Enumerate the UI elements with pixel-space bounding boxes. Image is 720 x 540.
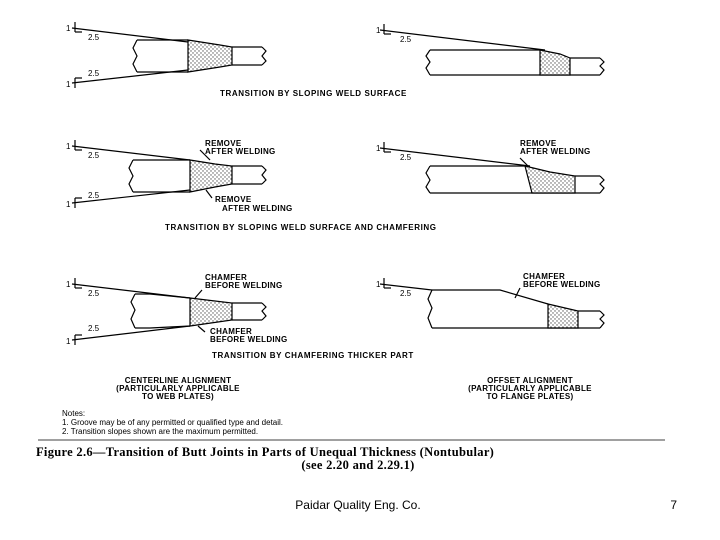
row2-right-callout-top-line1: REMOVE: [520, 139, 557, 148]
row2-left-slope-bottom: 2.5: [88, 191, 100, 200]
offset-alignment-line3: TO FLANGE PLATES): [486, 392, 574, 401]
page-number: 7: [670, 498, 677, 512]
row3-left-callout-top-line2: BEFORE WELDING: [205, 281, 283, 290]
row1-left-slope-top: 2.5: [88, 33, 100, 42]
row2-left-ratio-top: 1: [66, 142, 71, 151]
row3-left-callout-bottom-line1: CHAMFER: [210, 327, 253, 336]
row1-left-ratio-top: 1: [66, 24, 71, 33]
row1-left-joint: [72, 22, 266, 88]
row1-title: TRANSITION BY SLOPING WELD SURFACE: [220, 89, 407, 98]
centerline-alignment-line2: (PARTICULARLY APPLICABLE: [116, 384, 240, 393]
row1-right-slope-top: 2.5: [400, 35, 412, 44]
row2-left-ratio-bottom: 1: [66, 200, 71, 209]
figure-caption-line1: Figure 2.6—Transition of Butt Joints in Parts of Unequal Thickness (Nontubular): [36, 445, 495, 459]
note-2: 2. Transition slopes shown are the maximum permitted.: [62, 427, 259, 436]
row3-right-callout-top-line1: CHAMFER: [523, 272, 566, 281]
row3-title: TRANSITION BY CHAMFERING THICKER PART: [212, 351, 414, 360]
row3-right-ratio-top: 1: [376, 280, 381, 289]
row3-left-ratio-top: 1: [66, 280, 71, 289]
row1-left-ratio-bottom: 1: [66, 80, 71, 89]
centerline-alignment-line3: TO WEB PLATES): [142, 392, 214, 401]
row2-left-slope-top: 2.5: [88, 151, 100, 160]
row2-left-callout-bottom-line1: REMOVE: [215, 195, 252, 204]
row3-left-ratio-bottom: 1: [66, 337, 71, 346]
offset-alignment-line2: (PARTICULARLY APPLICABLE: [468, 384, 592, 393]
row3-right-callout-top-line2: BEFORE WELDING: [523, 280, 601, 289]
note-1: 1. Groove may be of any permitted or qualified type and detail.: [62, 418, 284, 427]
row3-left-callout-top-line1: CHAMFER: [205, 273, 248, 282]
row1-right-ratio-top: 1: [376, 26, 381, 35]
row1-right-joint: [380, 24, 604, 75]
footer-company: Paidar Quality Eng. Co.: [295, 498, 421, 512]
row2-title: TRANSITION BY SLOPING WELD SURFACE AND CHAMFERING: [165, 223, 437, 232]
row2-right-slope-top: 2.5: [400, 153, 412, 162]
figure-caption-line2: (see 2.20 and 2.29.1): [301, 458, 415, 472]
centerline-alignment-line1: CENTERLINE ALIGNMENT: [124, 376, 232, 385]
offset-alignment-line1: OFFSET ALIGNMENT: [487, 376, 573, 385]
row2-left-callout-bottom-line2: AFTER WELDING: [222, 204, 293, 213]
row2-left-callout-top-line2: AFTER WELDING: [205, 147, 276, 156]
row1-left-slope-bottom: 2.5: [88, 69, 100, 78]
row2-left-callout-top-line1: REMOVE: [205, 139, 242, 148]
row3-left-slope-bottom: 2.5: [88, 324, 100, 333]
row3-left-callout-bottom-line2: BEFORE WELDING: [210, 335, 288, 344]
row3-right-slope-top: 2.5: [400, 289, 412, 298]
notes-heading: Notes:: [62, 409, 86, 418]
row2-right-callout-top-line2: AFTER WELDING: [520, 147, 591, 156]
row3-left-slope-top: 2.5: [88, 289, 100, 298]
row2-right-ratio-top: 1: [376, 144, 381, 153]
